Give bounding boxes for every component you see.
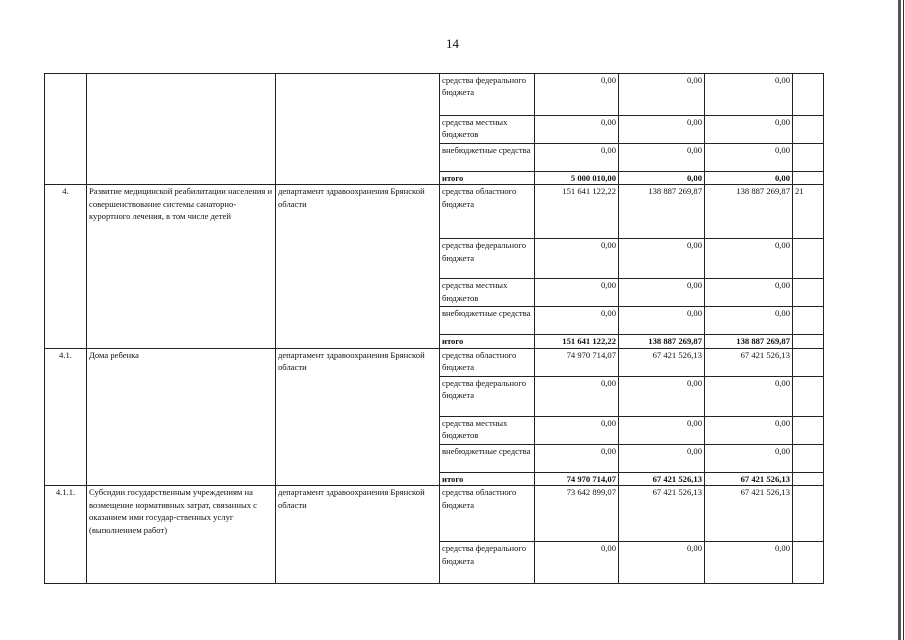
amount-2015-cell: 0,00 [619,116,705,144]
amount-2016-cell: 0,00 [705,239,793,279]
amount-2015-cell: 67 421 526,13 [619,348,705,376]
amount-2014-cell: 151 641 122,22 [535,185,619,239]
amount-2015-cell: 0,00 [619,144,705,172]
executor-cell [276,74,440,185]
indicator-cell [793,486,824,542]
indicator-cell [793,335,824,348]
funding-source-cell: итого [440,472,535,485]
amount-2016-cell: 0,00 [705,279,793,307]
amount-2015-cell: 0,00 [619,376,705,416]
funding-source-cell: средства областного бюджета [440,348,535,376]
amount-2014-cell: 0,00 [535,307,619,335]
funding-source-cell: средства федерального бюджета [440,376,535,416]
funding-source-cell: внебюджетные средства [440,307,535,335]
amount-2015-cell: 67 421 526,13 [619,486,705,542]
amount-2014-cell: 74 970 714,07 [535,472,619,485]
executor-cell: департамент здравоохранения Брянской области [276,486,440,584]
funding-source-cell: средства местных бюджетов [440,116,535,144]
amount-2015-cell: 0,00 [619,307,705,335]
amount-2015-cell: 0,00 [619,416,705,444]
amount-2016-cell: 0,00 [705,74,793,116]
amount-2016-cell: 0,00 [705,376,793,416]
indicator-cell [793,348,824,376]
amount-2016-cell: 0,00 [705,116,793,144]
indicator-cell [793,144,824,172]
amount-2014-cell: 0,00 [535,376,619,416]
table-body [45,74,824,584]
amount-2016-cell: 0,00 [705,444,793,472]
amount-2016-cell: 0,00 [705,416,793,444]
row-number-cell: 4.1.1. [45,486,87,584]
amount-2015-cell: 0,00 [619,239,705,279]
amount-2015-cell: 0,00 [619,74,705,116]
amount-2014-cell: 151 641 122,22 [535,335,619,348]
amount-2014-cell: 0,00 [535,279,619,307]
table-row [45,74,824,116]
indicator-cell [793,416,824,444]
funding-source-cell: средства федерального бюджета [440,542,535,584]
funding-source-cell: средства областного бюджета [440,185,535,239]
event-name-cell: Субсидии государственным учреждениям на возмещение нормативных затрат, связанных с оказанием ими государ-ственных услуг (выполнением работ) [87,486,276,584]
funding-source-cell: внебюджетные средства [440,444,535,472]
funding-source-cell: средства областного бюджета [440,486,535,542]
indicator-cell: 21 [793,185,824,239]
amount-2015-cell: 67 421 526,13 [619,472,705,485]
indicator-cell [793,239,824,279]
amount-2015-cell: 0,00 [619,279,705,307]
funding-source-cell: внебюджетные средства [440,144,535,172]
amount-2014-cell: 0,00 [535,416,619,444]
indicator-cell [793,172,824,185]
event-name-cell [87,74,276,185]
row-number-cell: 4.1. [45,348,87,485]
indicator-cell [793,542,824,584]
scan-edge-line [903,0,904,640]
amount-2015-cell: 138 887 269,87 [619,185,705,239]
amount-2016-cell: 67 421 526,13 [705,348,793,376]
amount-2015-cell: 0,00 [619,172,705,185]
amount-2014-cell: 0,00 [535,542,619,584]
indicator-cell [793,307,824,335]
page-number: 14 [446,36,459,51]
amount-2016-cell: 67 421 526,13 [705,486,793,542]
amount-2014-cell: 0,00 [535,144,619,172]
amount-2014-cell: 0,00 [535,116,619,144]
amount-2014-cell: 74 970 714,07 [535,348,619,376]
row-number-cell [45,74,87,185]
amount-2016-cell: 138 887 269,87 [705,185,793,239]
table-row [45,348,824,376]
indicator-cell [793,444,824,472]
table-row [45,185,824,239]
indicator-cell [793,74,824,116]
indicator-cell [793,279,824,307]
amount-2014-cell: 0,00 [535,444,619,472]
amount-2014-cell: 73 642 899,07 [535,486,619,542]
amount-2016-cell: 0,00 [705,542,793,584]
event-name-cell: Дома ребенка [87,348,276,485]
amount-2016-cell: 67 421 526,13 [705,472,793,485]
amount-2015-cell: 0,00 [619,444,705,472]
amount-2014-cell: 0,00 [535,74,619,116]
table-row [45,486,824,542]
indicator-cell [793,376,824,416]
amount-2016-cell: 0,00 [705,172,793,185]
row-number-cell: 4. [45,185,87,348]
indicator-cell [793,472,824,485]
budget-table [44,73,824,584]
funding-source-cell: средства местных бюджетов [440,279,535,307]
event-name-cell: Развитие медицинской реабилитации населения и совершенствование системы санаторно-курортного лечения, в том числе детей [87,185,276,348]
funding-source-cell: итого [440,172,535,185]
amount-2016-cell: 0,00 [705,307,793,335]
funding-source-cell: средства местных бюджетов [440,416,535,444]
amount-2015-cell: 138 887 269,87 [619,335,705,348]
funding-source-cell: итого [440,335,535,348]
executor-cell: департамент здравоохранения Брянской области [276,185,440,348]
funding-source-cell: средства федерального бюджета [440,239,535,279]
amount-2016-cell: 0,00 [705,144,793,172]
amount-2016-cell: 138 887 269,87 [705,335,793,348]
amount-2014-cell: 0,00 [535,239,619,279]
funding-source-cell: средства федерального бюджета [440,74,535,116]
amount-2014-cell: 5 000 010,00 [535,172,619,185]
scan-edge [898,0,901,640]
indicator-cell [793,116,824,144]
executor-cell: департамент здравоохранения Брянской области [276,348,440,485]
amount-2015-cell: 0,00 [619,542,705,584]
